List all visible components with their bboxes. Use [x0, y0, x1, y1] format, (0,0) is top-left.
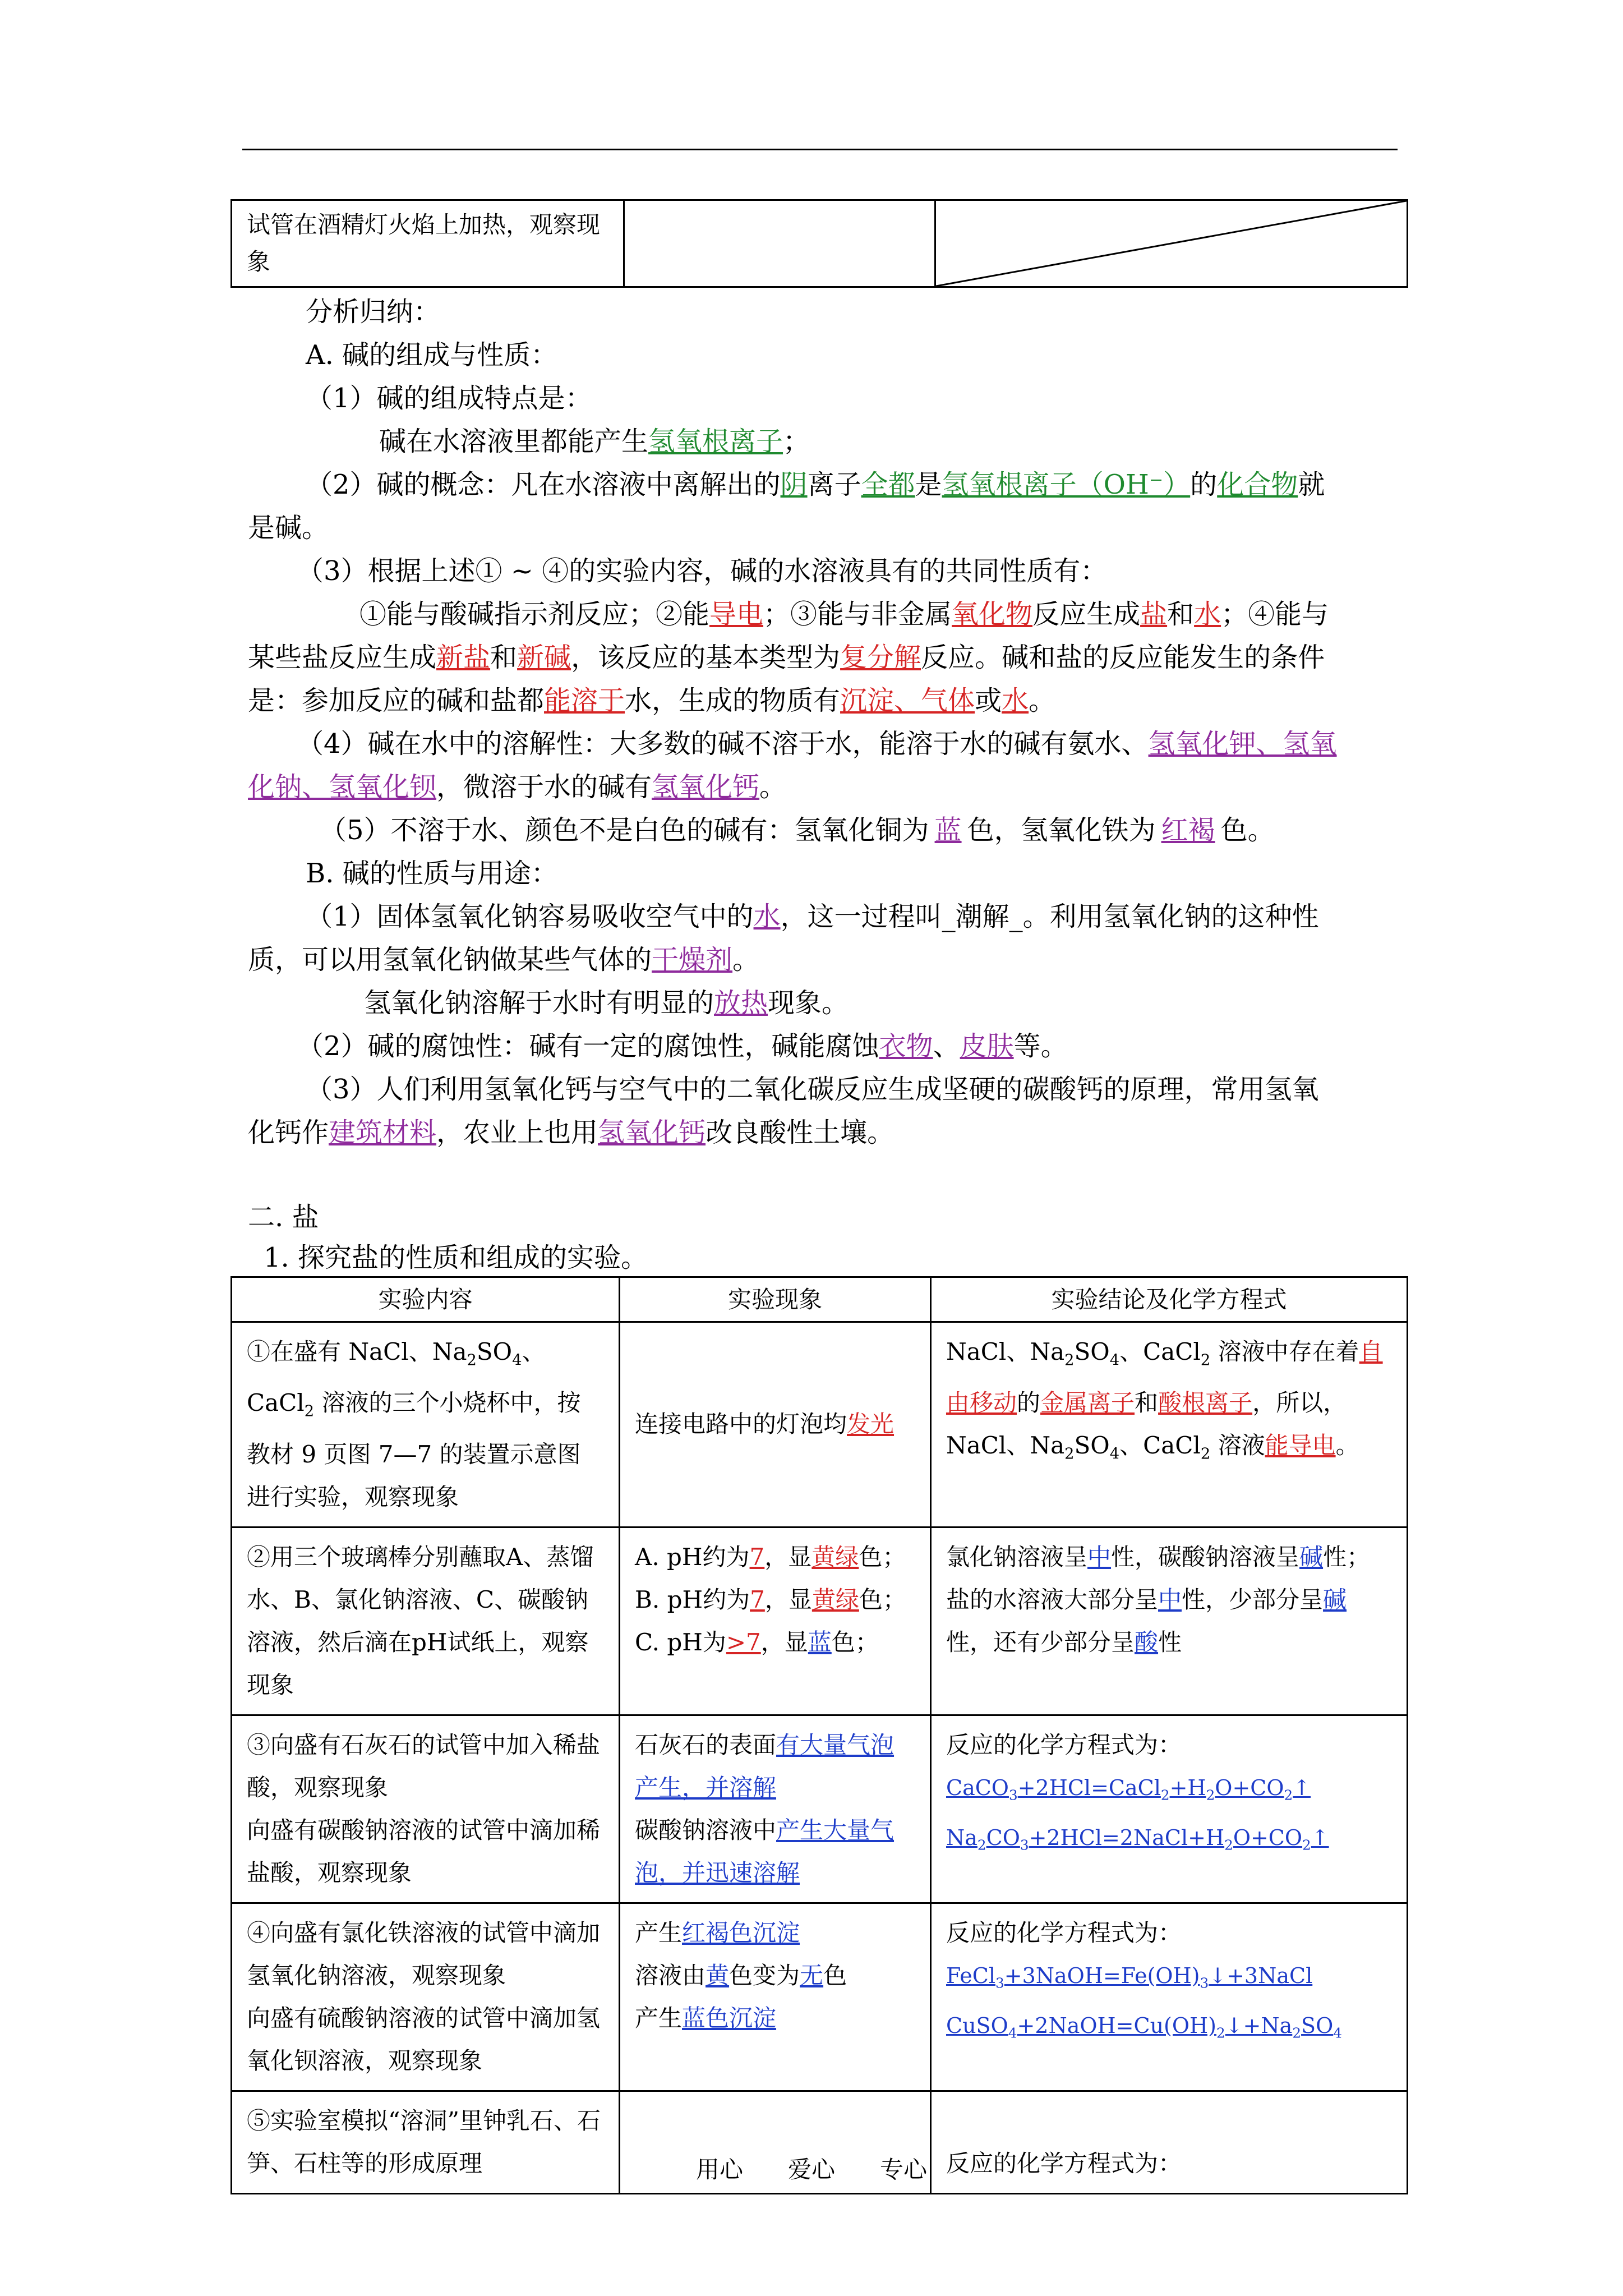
answer-blank: 沉淀、气体 — [840, 685, 975, 716]
top-table-cell-1: 试管在酒精灯火焰上加热，观察现象 — [232, 200, 624, 287]
header-rule — [242, 149, 1398, 150]
b3-line-2: 化钙作建筑材料，农业上也用氢氧化钙改良酸性土壤。 — [248, 1117, 895, 1148]
answer-blank: 有大量气泡产生，并溶解 — [635, 1731, 895, 1801]
item-2-line-1: （2）碱的概念：凡在水溶液中离解出的阴离子全都是氢氧根离子（OH⁻）的化合物就 — [306, 469, 1325, 500]
b1-line-3: 氢氧化钠溶解于水时有明显的放热现象。 — [364, 987, 849, 1019]
answer-blank: 放热 — [714, 987, 768, 1019]
item-3-line-2: 某些盐反应生成新盐和新碱，该反应的基本类型为复分解反应。碱和盐的反应能发生的条件 — [248, 642, 1325, 673]
top-table-cell-2 — [624, 200, 935, 287]
answer-blank: 黄绿 — [811, 1585, 859, 1613]
row-2-conclusion: 氯化钠溶液呈中性，碳酸钠溶液呈碱性；盐的水溶液大部分呈中性，少部分呈碱性，还有少部分呈酸性 — [931, 1527, 1408, 1715]
row-4-content: ④向盛有氯化铁溶液的试管中滴加氢氧化钠溶液，观察现象 向盛有硫酸钠溶液的试管中滴加氢氧化钡溶液，观察现象 — [232, 1903, 620, 2091]
row-1-conclusion: NaCl、$Na_2SO_4$、CaCl$_2$ 溶液中存在着自由移动的金属离子和酸根离子，所以，NaCl、$Na_2SO_4$、CaCl$_2$ 溶液能导电。 — [931, 1322, 1408, 1527]
section-2-title: 二. 盐 — [248, 1202, 319, 1233]
row-1-observation: 连接电路中的灯泡均发光 — [620, 1322, 931, 1527]
answer-blank: 新盐 — [436, 642, 491, 673]
row-2-content: ②用三个玻璃棒分别蘸取A、蒸馏水、B、氯化钠溶液、C、碳酸钠溶液，然后滴在pH试纸上，观察现象 — [232, 1527, 620, 1715]
answer-blank: 皮肤 — [960, 1030, 1014, 1062]
answer-blank: 水 — [1002, 685, 1029, 716]
analysis-title: 分析归纳： — [306, 296, 441, 328]
answer-blank: 金属离子 — [1040, 1389, 1135, 1417]
item-1-text: 碱在水溶液里都能产生氢氧根离子； — [379, 426, 810, 457]
answer-blank: 氢氧根离子 — [648, 426, 783, 457]
answer-blank: 碱 — [1323, 1585, 1347, 1613]
answer-blank: 阴 — [780, 469, 808, 500]
row-1-content: ①在盛有 NaCl、$Na_2SO_4$、CaCl$_2$ 溶液的三个小烧杯中，按教材 9 页图 7—7 的装置示意图进行实验，观察现象 — [232, 1322, 620, 1527]
row-5-content: ⑤实验室模拟“溶洞”里钟乳石、石笋、石柱等的形成原理 — [232, 2091, 620, 2193]
item-4-line-2: 化钠、氢氧化钡，微溶于水的碱有氢氧化钙。 — [248, 771, 787, 803]
answer-blank: 氢氧化钙 — [652, 771, 760, 803]
row-3-observation: 石灰石的表面有大量气泡产生，并溶解 碳酸钠溶液中产生大量气泡，并迅速溶解 — [620, 1715, 931, 1903]
header-conclusion: 实验结论及化学方程式 — [931, 1277, 1408, 1322]
ph-result-a: A. pH约为7，显黄绿色； — [635, 1543, 906, 1571]
section-a-title: A. 碱的组成与性质： — [306, 339, 558, 371]
answer-blank: 蓝 — [808, 1628, 832, 1656]
item-4-line-1: （4）碱在水中的溶解性：大多数的碱不溶于水，能溶于水的碱有氨水、氢氧化钾、氢氧 — [297, 728, 1337, 760]
equation-3: $FeCl_3+3NaOH=Fe(OH)_3↓+3NaCl$ — [946, 1963, 1313, 1991]
answer-blank: 发光 — [847, 1410, 895, 1438]
answer-blank: 水 — [753, 901, 781, 932]
header-content: 实验内容 — [232, 1277, 620, 1322]
answer-blank: 黄绿 — [811, 1543, 859, 1571]
answer-blank: 化合物 — [1217, 469, 1298, 500]
answer-blank: 能导电 — [1265, 1432, 1336, 1460]
item-3-line-1: ①能与酸碱指示剂反应；②能导电；③能与非金属氧化物反应生成盐和水；④能与 — [359, 599, 1329, 630]
b2: （2）碱的腐蚀性：碱有一定的腐蚀性，碱能腐蚀衣物、皮肤等。 — [297, 1030, 1068, 1062]
item-2-line-2: 是碱。 — [248, 512, 329, 544]
answer-blank: 衣物 — [879, 1030, 933, 1062]
answer-blank: 无 — [800, 1961, 824, 1989]
ph-result-c: C. pH为>7，显蓝色； — [635, 1628, 879, 1656]
answer-blank: 黄 — [706, 1961, 730, 1989]
item-1-title: （1）碱的组成特点是： — [306, 383, 592, 414]
answer-blank: 氢氧根离子（OH⁻） — [942, 469, 1191, 500]
answer-blank: 建筑材料 — [329, 1117, 437, 1148]
answer-blank: 能溶于 — [544, 685, 625, 716]
answer-blank: 红褐色沉淀 — [682, 1918, 800, 1947]
row-3-content: ③向盛有石灰石的试管中加入稀盐酸，观察现象 向盛有碳酸钠溶液的试管中滴加稀盐酸，观察现象 — [232, 1715, 620, 1903]
b1-line-1: （1）固体氢氧化钠容易吸收空气中的水，这一过程叫_潮解_。利用氢氧化钠的这种性 — [306, 901, 1319, 932]
row-4-conclusion: 反应的化学方程式为： $FeCl_3+3NaOH=Fe(OH)_3↓+3NaCl$ $CuSO_4+2NaOH=Cu(OH)_2↓+Na_2SO_4$ — [931, 1903, 1408, 2091]
top-table — [230, 199, 1408, 288]
b1-line-2: 质，可以用氢氧化钠做某些气体的干燥剂。 — [248, 944, 760, 976]
answer-blank: 红褐 — [1161, 815, 1215, 846]
answer-blank: 导电 — [709, 599, 764, 630]
answer-blank: 氢氧化钾、氢氧 — [1148, 728, 1337, 760]
ph-result-b: B. pH约为7，显黄绿色； — [635, 1585, 906, 1613]
answer-blank: 自由移动 — [946, 1338, 1383, 1417]
salt-experiment-table — [230, 1276, 1408, 2194]
row-3-conclusion: 反应的化学方程式为： $CaCO_3+2HCl=CaCl_2+H_2O+CO_2↑$ $Na_2CO_3+2HCl=2NaCl+H_2O+CO_2↑$ — [931, 1715, 1408, 1903]
section-2-subtitle: 1. 探究盐的性质和组成的实验。 — [264, 1242, 648, 1273]
row-2-observation — [620, 1527, 931, 1715]
answer-blank: >7 — [726, 1628, 761, 1656]
equation-1: $CaCO_3+2HCl=CaCl_2+H_2O+CO_2↑$ — [946, 1775, 1311, 1803]
answer-blank: 7 — [749, 1543, 765, 1571]
answer-blank: 盐 — [1140, 599, 1168, 630]
answer-blank: 产生大量气泡，并迅速溶解 — [635, 1816, 895, 1887]
answer-blank: 碱 — [1299, 1543, 1324, 1571]
answer-blank: 酸根离子 — [1158, 1389, 1253, 1417]
answer-blank: 蓝 — [934, 815, 962, 846]
answer-blank: 干燥剂 — [652, 944, 733, 976]
answer-blank: 化钠、氢氧化钡 — [248, 771, 437, 803]
answer-blank: 7 — [750, 1585, 765, 1613]
row-5-conclusion: 反应的化学方程式为： — [931, 2091, 1408, 2193]
section-b-title: B. 碱的性质与用途： — [306, 858, 558, 889]
answer-blank: 蓝色沉淀 — [682, 2004, 777, 2032]
answer-blank: 酸 — [1135, 1628, 1159, 1656]
row-4-observation: 产生红褐色沉淀 溶液由黄色变为无色 产生蓝色沉淀 — [620, 1903, 931, 2091]
header-observation: 实验现象 — [620, 1277, 931, 1322]
top-table-cell-3 — [935, 200, 1408, 287]
page-footer: 用心 爱心 专心 — [695, 2156, 928, 2183]
equation-2: $Na_2CO_3+2HCl=2NaCl+H_2O+CO_2↑$ — [946, 1825, 1329, 1853]
answer-blank: 水 — [1194, 599, 1221, 630]
item-3-title: （3）根据上述① ~ ④的实验内容，碱的水溶液具有的共同性质有： — [297, 555, 1108, 587]
item-5: （5）不溶于水、颜色不是白色的碱有：氢氧化铜为 蓝 色，氢氧化铁为 红褐 色。 — [320, 815, 1275, 846]
b3-line-1: （3）人们利用氢氧化钙与空气中的二氧化碳反应生成坚硬的碳酸钙的原理，常用氢氧 — [306, 1074, 1319, 1105]
answer-blank: 氢氧化钙 — [598, 1117, 706, 1148]
item-3-line-3: 是：参加反应的碱和盐都能溶于水，生成的物质有沉淀、气体或水。 — [248, 685, 1056, 716]
equation-4: $CuSO_4+2NaOH=Cu(OH)_2↓+Na_2SO_4$ — [946, 2013, 1342, 2041]
diagonal-line — [936, 201, 1407, 286]
answer-blank: 中 — [1158, 1585, 1182, 1613]
answer-blank: 中 — [1087, 1543, 1112, 1571]
answer-blank: 全都 — [861, 469, 915, 500]
answer-blank: 氧化物 — [952, 599, 1033, 630]
answer-blank: 新碱 — [517, 642, 571, 673]
answer-blank: 复分解 — [840, 642, 921, 673]
